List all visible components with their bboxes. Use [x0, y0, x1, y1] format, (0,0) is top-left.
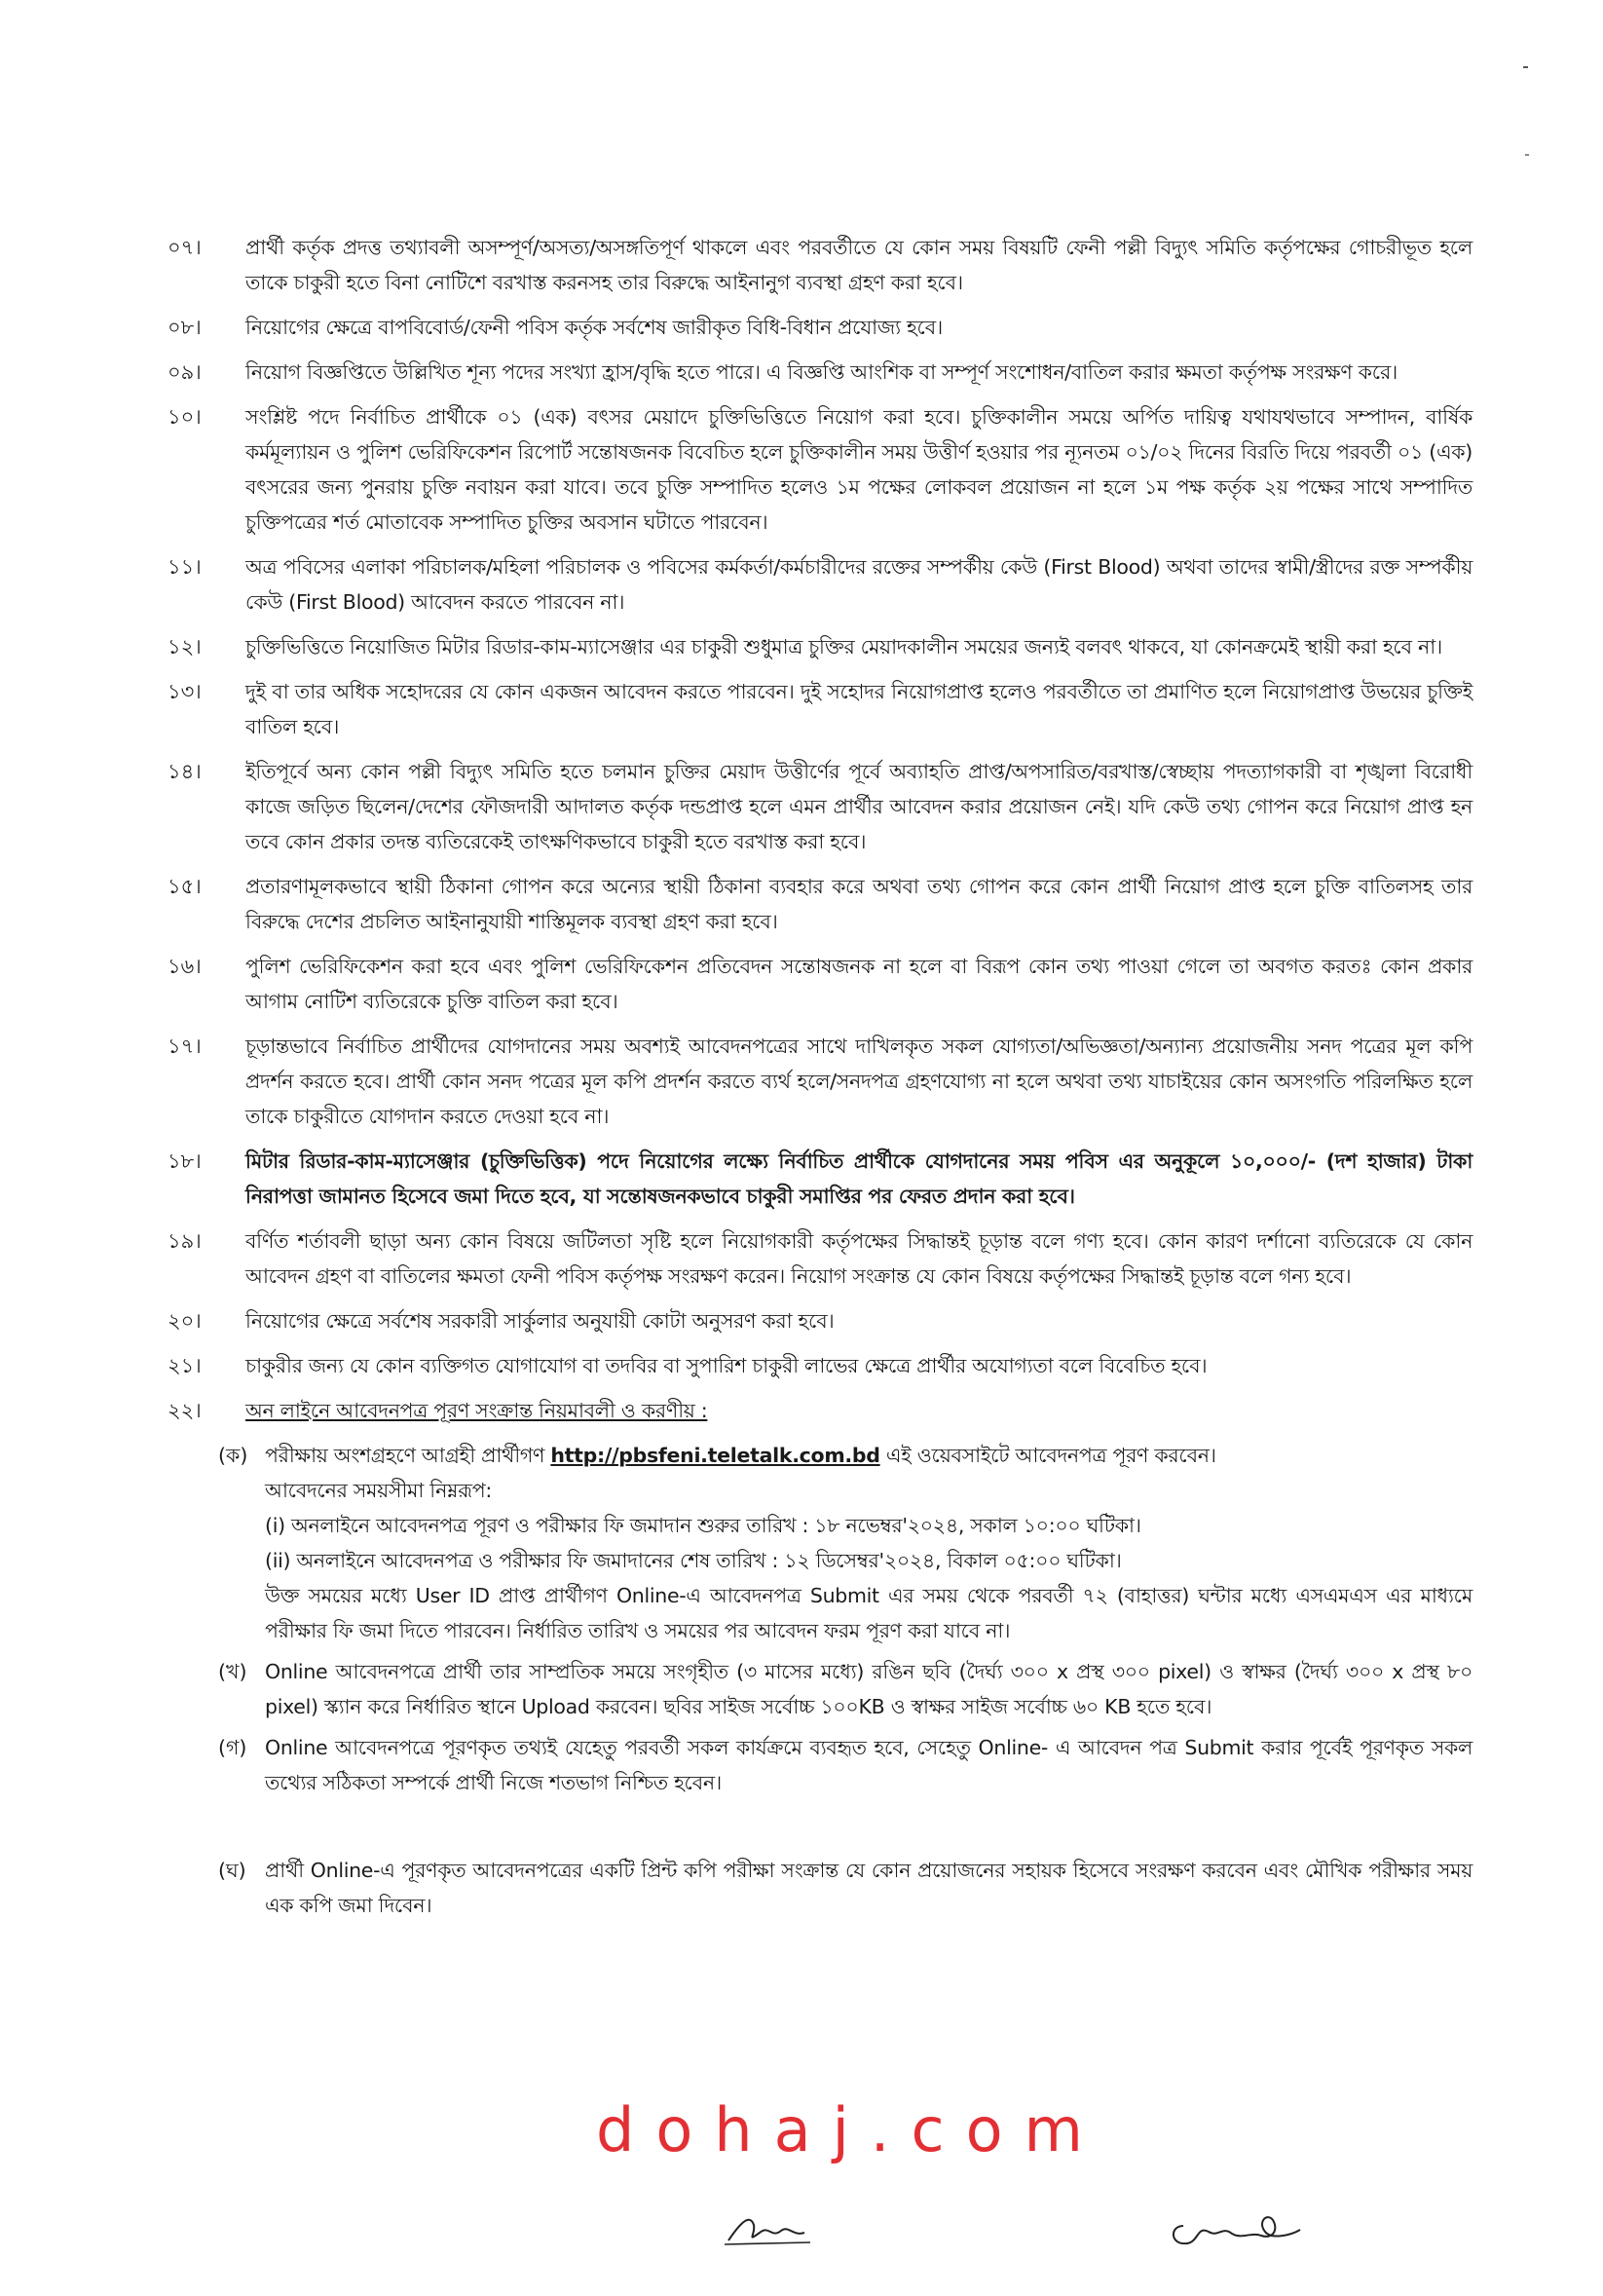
- clause-number: ১৬।: [168, 955, 202, 978]
- clause-number: ১৪।: [168, 760, 202, 783]
- fee-note: উক্ত সময়ের মধ্যে User ID প্রাপ্ত প্রার্থীগণ Online-এ আবেদনপত্র Submit এর সময় থেকে পরবর্তী ৭২ (বাহাত্তর) ঘন্টার মধ্যে এসএমএস এর মাধ্যমে পরীক্ষার ফি জমা দিতে পারবেন। নির্ধারিত তারিখ ও সময়ের পর আবেদন ফরম পূরণ করা যাবে না।: [265, 1584, 1473, 1642]
- end-date: (ii) অনলাইনে আবেদনপত্র ও পরীক্ষার ফি জমাদানের শেষ তারিখ : ১২ ডিসেম্বর'২০২৪, বিকাল ০৫:০০ ঘটিকা।: [265, 1549, 1122, 1572]
- clause-text: চুক্তিভিত্তিতে নিয়োজিত মিটার রিডার-কাম-ম্যাসেঞ্জার এর চাকুরী শুধুমাত্র চুক্তির মেয়াদকালীন সময়ের জন্যই বলবৎ থাকবে, যা কোনক্রমেই স্থায়ী করা হবে না।: [245, 635, 1442, 659]
- clause-text: প্রতারণামূলকভাবে স্থায়ী ঠিকানা গোপন করে অন্যের স্থায়ী ঠিকানা ব্যবহার করে অথবা তথ্য গোপন করে কোন প্রার্থী নিয়োগ প্রাপ্ত হলে চুক্তি বাতিলসহ তার বিরুদ্ধে দেশের প্রচলিত আইনানুযায়ী শাস্তিমূলক ব্যবস্থা গ্রহণ করা হবে।: [245, 875, 1473, 933]
- clause-text: ইতিপূর্বে অন্য কোন পল্লী বিদ্যুৎ সমিতি হতে চলমান চুক্তির মেয়াদ উত্তীর্ণের পূর্বে অব্যাহতি প্রাপ্ত/অপসারিত/বরখাস্ত/স্বেচ্ছায় পদত্যাগকারী বা শৃঙ্খলা বিরোধী কাজে জড়িত ছিলেন/দেশের ফৌজদারী আদালত কর্তৃক দন্ডপ্রাপ্ত হলে এমন প্রার্থীর আবেদন করার প্রয়োজন নেই। যদি কেউ তথ্য গোপন করে নিয়োগ প্রাপ্ত হন তবে কোন প্রকার তদন্ত ব্যতিরেকেই তাৎক্ষণিকভাবে চাকুরী হতে বরখাস্ত করা হবে।: [245, 760, 1473, 853]
- clause-text: চূড়ান্তভাবে নির্বাচিত প্রার্থীদের যোগদানের সময় অবশ্যই আবেদনপত্রের সাথে দাখিলকৃত সকল যোগ্যতা/অভিজ্ঞতা/অন্যান্য প্রয়োজনীয় সনদ পত্রের মূল কপি প্রদর্শন করতে হবে। প্রার্থী কোন সনদ পত্রের মূল কপি প্রদর্শন করতে ব্যর্থ হলে/সনদপত্র গ্রহণযোগ্য না হলে অথবা তথ্য যাচাইয়ের কোন অসংগতি পরিলক্ষিত হলে তাকে চাকুরীতে যোগদান করতে দেওয়া হবে না।: [245, 1035, 1473, 1128]
- clause-number: ০৭।: [168, 236, 202, 259]
- website-link[interactable]: http://pbsfeni.teletalk.com.bd: [550, 1444, 880, 1467]
- clause-number: ১৯।: [168, 1229, 202, 1253]
- clause-number: ১২।: [168, 635, 202, 659]
- clause-item: [168, 869, 1473, 939]
- clause-item: [168, 310, 1473, 345]
- sub-item-kha: [218, 1654, 1473, 1724]
- scan-mark: [1523, 66, 1528, 68]
- spacer: [168, 1806, 1473, 1853]
- clause-number: ২২।: [168, 1399, 202, 1422]
- clause-number: ১৩।: [168, 680, 202, 703]
- sub-item-text: [265, 1438, 1473, 1648]
- sub-item-text: Online আবেদনপত্রে পূরণকৃত তথ্যই যেহেতু পরবর্তী সকল কার্যক্রমে ব্যবহৃত হবে, সেহেতু Online- এ আবেদন পত্র Submit করার পূর্বেই পূরণকৃত সকল তথ্যের সঠিকতা সম্পর্কে প্রার্থী নিজে শতভাগ নিশ্চিত হবেন।: [265, 1736, 1473, 1794]
- clause-number: ২১।: [168, 1354, 202, 1377]
- clause-text: নিয়োগের ক্ষেত্রে বাপবিবোর্ড/ফেনী পবিস কর্তৃক সর্বশেষ জারীকৃত বিধি-বিধান প্রযোজ্য হবে।: [245, 316, 943, 339]
- clause-number: ১৭।: [168, 1035, 202, 1058]
- clause-text: মিটার রিডার-কাম-ম্যাসেঞ্জার (চুক্তিভিত্তিক) পদে নিয়োগের লক্ষ্যে নির্বাচিত প্রার্থীকে যোগদানের সময় পবিস এর অনুকূলে ১০,০০০/- (দশ হাজার) টাকা নিরাপত্তা জামানত হিসেবে জমা দিতে হবে, যা সন্তোষজনকভাবে চাকুরী সমাপ্তির পর ফেরত প্রদান করা হবে।: [245, 1149, 1473, 1208]
- sub-item-label: (ক): [218, 1444, 248, 1467]
- sub-item-label: (খ): [218, 1660, 247, 1683]
- clause-item: [168, 399, 1473, 540]
- clause-item: [168, 754, 1473, 859]
- scan-mark: [1525, 154, 1529, 156]
- document-body: [168, 230, 1473, 1929]
- clause-item: [168, 1348, 1473, 1383]
- watermark: dohaj.com: [596, 2094, 1104, 2165]
- clause-item: [168, 1144, 1473, 1214]
- sub-item-label: (গ): [218, 1736, 247, 1759]
- clause-text: প্রার্থী কর্তৃক প্রদত্ত তথ্যাবলী অসম্পূর্ণ/অসত্য/অসঙ্গতিপূর্ণ থাকলে এবং পরবর্তীতে যে কোন সময় বিষয়টি ফেনী পল্লী বিদ্যুৎ সমিতি কর্তৃপক্ষের গোচরীভূত হলে তাকে চাকুরী হতে বিনা নোটিশে বরখাস্ত করনসহ তার বিরুদ্ধে আইনানুগ ব্যবস্থা গ্রহণ করা হবে।: [245, 236, 1473, 294]
- signature-right: [1164, 2197, 1310, 2255]
- clause-item: [168, 1223, 1473, 1294]
- clause-item: [168, 949, 1473, 1019]
- sub-item-text: প্রার্থী Online-এ পূরণকৃত আবেদনপত্রের একটি প্রিন্ট কপি পরীক্ষা সংক্রান্ত যে কোন প্রয়োজনের সহায়ক হিসেবে সংরক্ষণ করবেন এবং মৌখিক পরীক্ষার সময় এক কপি জমা দিবেন।: [265, 1859, 1473, 1917]
- sub-item-gha: [218, 1853, 1473, 1923]
- clause-text: সংশ্লিষ্ট পদে নির্বাচিত প্রার্থীকে ০১ (এক) বৎসর মেয়াদে চুক্তিভিত্তিতে নিয়োগ করা হবে। চুক্তিকালীন সময়ে অর্পিত দায়িত্ব যথাযথভাবে সম্পাদন, বার্ষিক কর্মমূল্যায়ন ও পুলিশ ভেরিফিকেশন রিপোর্ট সন্তোষজনক বিবেচিত হলে চুক্তিকালীন সময় উত্তীর্ণ হওয়ার পর ন্যূনতম ০১/০২ দিনের বিরতি দিয়ে পরবর্তী ০১ (এক) বৎসরের জন্য পুনরায় চুক্তি নবায়ন করা যাবে। তবে চুক্তি সম্পাদিত হলেও ১ম পক্ষের লোকবল প্রয়োজন না হলে ১ম পক্ষ কর্তৃক ২য় পক্ষের সাথে সম্পাদিত চুক্তিপত্রের শর্ত মোতাবেক সম্পাদিত চুক্তির অবসান ঘটাতে পারবেন।: [245, 405, 1473, 534]
- clause-item: [168, 355, 1473, 390]
- website-line: [265, 1438, 1473, 1473]
- clause-number: ০৯।: [168, 360, 202, 384]
- clause-text: দুই বা তার অধিক সহোদরের যে কোন একজন আবেদন করতে পারবেন। দুই সহোদর নিয়োগপ্রাপ্ত হলেও পরবর্তীতে তা প্রমাণিত হলে নিয়োগপ্রাপ্ত উভয়ের চুক্তিই বাতিল হবে।: [245, 680, 1473, 738]
- website-text-after: এই ওয়েবসাইটে আবেদনপত্র পূরণ করবেন।: [885, 1444, 1216, 1467]
- start-date: (i) অনলাইনে আবেদনপত্র পূরণ ও পরীক্ষার ফি জমাদান শুরুর তারিখ : ১৮ নভেম্বর'২০২৪, সকাল ১০:০০ ঘটিকা।: [265, 1514, 1141, 1537]
- clause-item: [168, 549, 1473, 620]
- clause-text: চাকুরীর জন্য যে কোন ব্যক্তিগত যোগাযোগ বা তদবির বা সুপারিশ চাকুরী লাভের ক্ষেত্রে প্রার্থীর অযোগ্যতা বলে বিবেচিত হবে।: [245, 1354, 1208, 1377]
- clause-number: ১১।: [168, 555, 202, 579]
- schedule-heading: আবেদনের সময়সীমা নিম্নরূপ:: [265, 1479, 492, 1502]
- website-text-before: পরীক্ষায় অংশগ্রহণে আগ্রহী প্রার্থীগণ: [265, 1444, 545, 1467]
- clause-item: [168, 1303, 1473, 1338]
- clause-item: [168, 1029, 1473, 1134]
- clause-text: অত্র পবিসের এলাকা পরিচালক/মহিলা পরিচালক ও পবিসের কর্মকর্তা/কর্মচারীদের রক্তের সম্পর্কীয় কেউ (First Blood) অথবা তাদের স্বামী/স্ত্রীদের রক্ত সম্পর্কীয় কেউ (First Blood) আবেদন করতে পারবেন না।: [245, 555, 1473, 614]
- clause-item: [168, 629, 1473, 664]
- clause-item: [168, 674, 1473, 744]
- clause-text: নিয়োগ বিজ্ঞপ্তিতে উল্লিখিত শূন্য পদের সংখ্যা হ্রাস/বৃদ্ধি হতে পারে। এ বিজ্ঞপ্তি আংশিক বা সম্পূর্ণ সংশোধন/বাতিল করার ক্ষমতা কর্তৃপক্ষ সংরক্ষণ করে।: [245, 360, 1398, 384]
- signature-left: [721, 2203, 818, 2252]
- sub-item-ka: [218, 1438, 1473, 1648]
- clause-number: ১৮।: [168, 1149, 202, 1173]
- section-heading: অন লাইনে আবেদনপত্র পূরণ সংক্রান্ত নিয়মাবলী ও করণীয় :: [245, 1399, 708, 1422]
- clause-number: ১০।: [168, 405, 202, 429]
- clause-number: ২০।: [168, 1309, 202, 1333]
- clause-text: পুলিশ ভেরিফিকেশন করা হবে এবং পুলিশ ভেরিফিকেশন প্রতিবেদন সন্তোষজনক না হলে বা বিরূপ কোন তথ্য পাওয়া গেলে তা অবগত করতঃ কোন প্রকার আগাম নোটিশ ব্যতিরেকে চুক্তি বাতিল করা হবে।: [245, 955, 1473, 1013]
- sub-item-label: (ঘ): [218, 1859, 246, 1882]
- clause-item: [168, 230, 1473, 300]
- clause-text: নিয়োগের ক্ষেত্রে সর্বশেষ সরকারী সার্কুলার অনুযায়ী কোটা অনুসরণ করা হবে।: [245, 1309, 835, 1333]
- sub-item-text: Online আবেদনপত্রে প্রার্থী তার সাম্প্রতিক সময়ে সংগৃহীত (৩ মাসের মধ্যে) রঙিন ছবি (দৈর্ঘ্য ৩০০ x প্রস্থ ৩০০ pixel) ও স্বাক্ষর (দৈর্ঘ্য ৩০০ x প্রস্থ ৮০ pixel) স্ক্যান করে নির্ধারিত স্থানে Upload করবেন। ছবির সাইজ সর্বোচ্চ ১০০KB ও স্বাক্ষর সাইজ সর্বোচ্চ ৬০ KB হতে হবে।: [265, 1660, 1473, 1718]
- clause-number: ০৮।: [168, 316, 202, 339]
- clause-text: বর্ণিত শর্তাবলী ছাড়া অন্য কোন বিষয়ে জটিলতা সৃষ্টি হলে নিয়োগকারী কর্তৃপক্ষের সিদ্ধান্তই চূড়ান্ত বলে গণ্য হবে। কোন কারণ দর্শানো ব্যতিরেকে যে কোন আবেদন গ্রহণ বা বাতিলের ক্ষমতা ফেনী পবিস কর্তৃপক্ষ সংরক্ষণ করেন। নিয়োগ সংক্রান্ত যে কোন বিষয়ে কর্তৃপক্ষের সিদ্ধান্তই চূড়ান্ত বলে গন্য হবে।: [245, 1229, 1473, 1288]
- clause-item-online-rules: [168, 1393, 1473, 1428]
- clause-number: ১৫।: [168, 875, 202, 898]
- sub-item-ga: [218, 1730, 1473, 1800]
